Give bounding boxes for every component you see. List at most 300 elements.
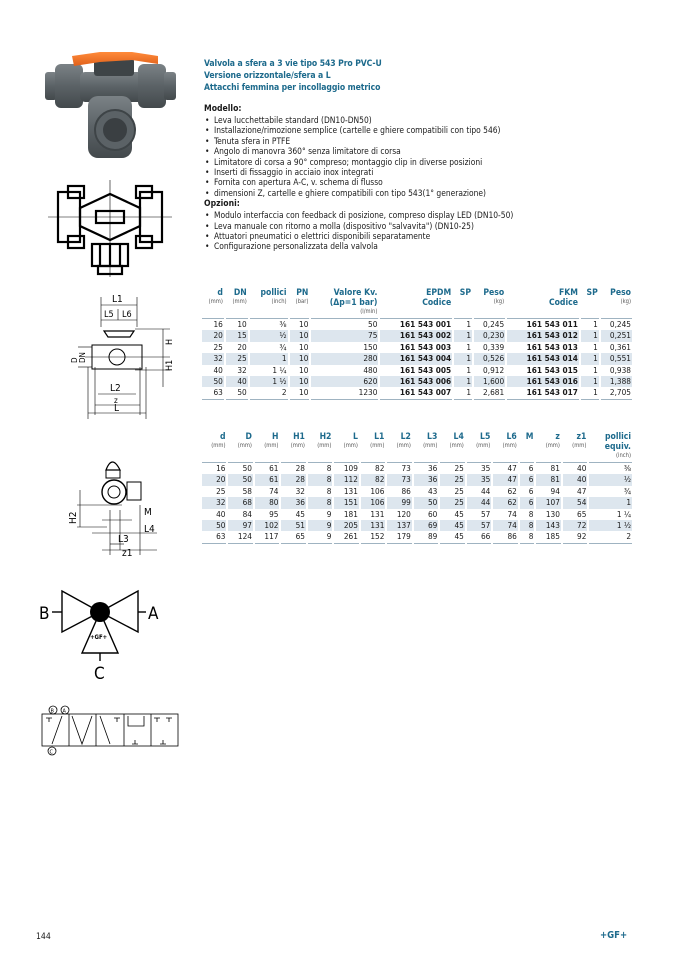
- table-cell: 57: [480, 508, 491, 519]
- table-cell: 45: [295, 508, 305, 519]
- table-cell: 74: [493, 520, 517, 531]
- column-header: [281, 432, 305, 463]
- dim-label-z1: z1: [122, 548, 133, 559]
- table-cell: 81: [536, 474, 560, 485]
- table-cell: 1: [589, 497, 632, 508]
- header-unit: (kg): [620, 299, 631, 305]
- header-label: L3: [427, 432, 438, 442]
- header-label: Peso: [483, 288, 505, 298]
- header-label: L6: [506, 432, 517, 442]
- table-row: [202, 486, 632, 497]
- table-cell: 28: [295, 463, 305, 473]
- table-cell: 57: [467, 520, 491, 531]
- table-cell: 47: [577, 485, 587, 496]
- table-cell: 181: [343, 508, 358, 519]
- table-cell: 1: [581, 376, 599, 387]
- table-cell: 1: [581, 330, 599, 341]
- table-cell: 152: [361, 531, 385, 543]
- table-cell: 36: [414, 474, 438, 485]
- table-cell: 161 543 007: [380, 387, 452, 399]
- table-cell: 6: [520, 497, 535, 508]
- table-cell: 161 543 006: [380, 376, 452, 387]
- column-header: [493, 432, 517, 463]
- table-cell: 25: [213, 341, 223, 352]
- table-cell: 1 ½: [250, 376, 288, 387]
- table-cell: 10: [290, 353, 310, 364]
- table-cell: 50: [242, 463, 252, 473]
- table-cell: ⅜: [279, 319, 287, 329]
- table-cell: 0,339: [483, 341, 505, 352]
- table-row: [202, 509, 632, 520]
- table-cell: 15: [226, 330, 248, 341]
- header-unit: (bar): [295, 299, 309, 305]
- header-label: z: [555, 432, 560, 442]
- dim-label-DN: DN: [78, 352, 87, 363]
- table-cell: 1: [581, 353, 599, 364]
- model-list: [204, 115, 644, 198]
- table-cell: 94: [550, 485, 560, 496]
- table-cell: 10: [299, 364, 309, 375]
- column-header: [589, 432, 632, 463]
- column-header: [334, 432, 358, 463]
- table-cell: 161 543 015: [526, 364, 578, 375]
- table-cell: 25: [440, 474, 464, 485]
- table-cell: 50: [226, 387, 248, 399]
- table-cell: 74: [507, 508, 517, 519]
- column-header: [308, 432, 332, 463]
- table-cell: 9: [308, 520, 332, 531]
- header-unit: (mm): [545, 443, 560, 449]
- header-label: L5: [480, 432, 491, 442]
- table-cell: 185: [536, 531, 560, 543]
- column-header: [520, 432, 535, 463]
- header-label-2: Codice: [422, 298, 452, 308]
- header-unit: (mm): [449, 443, 464, 449]
- list-item: • Fornita con apertura A-C, v. schema di flusso: [204, 177, 644, 187]
- table-cell: 161 543 005: [399, 364, 452, 375]
- table-cell: 9: [308, 531, 332, 543]
- table-cell: 179: [387, 531, 411, 543]
- table-cell: 50: [368, 319, 378, 329]
- table-row: [202, 520, 632, 531]
- list-item: • Tenuta sfera in PTFE: [204, 136, 644, 146]
- header-unit: (mm): [232, 299, 247, 305]
- header-label: L: [352, 432, 358, 442]
- header-unit: (mm): [211, 443, 226, 449]
- table-cell: 1: [250, 353, 288, 364]
- table-cell: ½: [250, 330, 288, 341]
- features-section: [204, 103, 644, 252]
- schema-port-A: A: [62, 708, 66, 715]
- table-cell: 32: [237, 364, 247, 375]
- header-label: L2: [400, 432, 411, 442]
- table-cell: 40: [563, 474, 587, 485]
- table-cell: 1: [454, 376, 472, 387]
- table-cell: 8: [520, 531, 535, 543]
- table-cell: 8: [326, 463, 332, 473]
- header-unit: (mm): [237, 443, 252, 449]
- header-label: pollici: [604, 432, 631, 442]
- table-cell: 280: [311, 353, 378, 364]
- dimensions-table: [200, 432, 634, 544]
- table-cell: 72: [563, 520, 587, 531]
- table-cell: 109: [343, 463, 358, 473]
- column-header: [581, 288, 599, 319]
- header-label: L1: [374, 432, 385, 442]
- table-cell: 8: [326, 485, 332, 496]
- column-header: [467, 432, 491, 463]
- table-cell: 50: [228, 474, 252, 485]
- gf-logo-mark: +GF+: [90, 634, 108, 641]
- table-cell: 61: [269, 463, 279, 473]
- column-header: [202, 432, 226, 463]
- gf-logo: +GF+: [600, 930, 628, 941]
- table-cell: 8: [308, 474, 332, 485]
- flow-symbol: [38, 585, 168, 685]
- table-cell: 161 543 001: [399, 319, 452, 329]
- table-cell: 161 543 011: [526, 319, 578, 329]
- table-row: [202, 463, 632, 474]
- list-item: • Inserti di fissaggio in acciaio inox integrati: [204, 167, 644, 177]
- table-cell: 45: [440, 520, 464, 531]
- table-cell: 25: [454, 485, 464, 496]
- table-row: [202, 531, 632, 543]
- table-cell: 620: [311, 376, 378, 387]
- table-cell: 1230: [311, 387, 378, 399]
- table-cell: 161 543 004: [380, 353, 452, 364]
- table-cell: 86: [493, 531, 517, 543]
- table-cell: 36: [427, 463, 438, 473]
- header-label: L4: [453, 432, 464, 442]
- table-cell: 150: [363, 341, 378, 352]
- table-cell: 81: [550, 463, 560, 473]
- table-cell: 161 543 016: [507, 376, 579, 387]
- table-cell: 6: [528, 485, 534, 496]
- dimension-drawing-front: [70, 287, 200, 422]
- header-unit: (mm): [423, 443, 438, 449]
- title-line: Versione orizzontale/sfera a L: [204, 71, 331, 81]
- product-title: [204, 58, 382, 94]
- table-cell: 45: [454, 508, 464, 519]
- table-cell: 32: [295, 485, 305, 496]
- column-header: [202, 288, 224, 319]
- table-cell: 10: [299, 319, 309, 329]
- header-unit: (mm): [264, 443, 279, 449]
- table-cell: 35: [480, 463, 491, 473]
- table-cell: 84: [242, 508, 252, 519]
- table-cell: 10: [237, 319, 247, 329]
- table-cell: 1: [466, 341, 472, 352]
- table-cell: 80: [255, 497, 279, 508]
- table-cell: 131: [370, 508, 385, 519]
- table-row: [202, 376, 632, 387]
- header-unit: (mm): [396, 443, 411, 449]
- dim-label-L4: L4: [144, 524, 155, 535]
- table-cell: 1: [454, 387, 472, 399]
- column-header: [387, 432, 411, 463]
- list-item: • Attuatori pneumatici o elettrici disponibili separatamente: [204, 231, 644, 241]
- column-header: [414, 432, 438, 463]
- column-header: [290, 288, 310, 319]
- dimension-drawing-side: [62, 450, 192, 570]
- table-cell: 63: [202, 387, 224, 399]
- table-cell: 117: [255, 531, 279, 543]
- dim-label-H2: H2: [68, 511, 79, 524]
- header-label: DN: [233, 288, 247, 298]
- table-cell: 35: [467, 474, 491, 485]
- list-item: • Leva lucchettabile standard (DN10-DN50): [204, 115, 644, 125]
- table-cell: 106: [361, 497, 385, 508]
- table-cell: 69: [414, 520, 438, 531]
- table-cell: 47: [493, 474, 517, 485]
- table-cell: 8: [520, 520, 535, 531]
- table-cell: 161 543 014: [507, 353, 579, 364]
- list-item: • Configurazione personalizzata della valvola: [204, 241, 644, 251]
- table-row: [202, 342, 632, 353]
- table-cell: 89: [414, 531, 438, 543]
- dim-label-L3: L3: [118, 534, 129, 545]
- table-row: [202, 365, 632, 376]
- table-cell: 161 543 013: [526, 341, 578, 352]
- table-cell: 2,681: [474, 387, 505, 399]
- table-cell: 40: [213, 364, 223, 375]
- table-cell: 130: [545, 508, 560, 519]
- column-header: [601, 288, 632, 319]
- header-unit: (mm): [502, 443, 517, 449]
- header-unit: (mm): [343, 443, 358, 449]
- table-cell: 2,705: [601, 387, 632, 399]
- header-label: Valore Kv.: [333, 288, 378, 298]
- table-cell: 28: [281, 474, 305, 485]
- table-cell: 44: [480, 485, 491, 496]
- schema-port-B: B: [50, 708, 54, 715]
- table-cell: 1 ¼: [272, 364, 287, 375]
- table-cell: ¾: [279, 341, 287, 352]
- table-cell: 137: [387, 520, 411, 531]
- table-cell: 45: [440, 531, 464, 543]
- table-cell: 75: [311, 330, 378, 341]
- table-cell: 32: [202, 497, 226, 508]
- table-cell: 1: [466, 319, 472, 329]
- table-cell: 151: [334, 497, 358, 508]
- table-cell: 20: [237, 341, 247, 352]
- cross-section-drawing: [40, 178, 200, 278]
- header-label: SP: [459, 288, 472, 298]
- table-cell: 1: [581, 387, 599, 399]
- table-cell: 25: [226, 353, 248, 364]
- header-label-2: Codice: [548, 298, 578, 308]
- table-cell: 50: [414, 497, 438, 508]
- list-item: • Installazione/rimozione semplice (cartelle e ghiere compatibili con tipo 546): [204, 125, 644, 135]
- header-unit: (kg): [493, 299, 505, 305]
- table-cell: 54: [563, 497, 587, 508]
- port-label-B: B: [39, 604, 50, 624]
- table-cell: 143: [536, 520, 560, 531]
- table-cell: 1: [454, 330, 472, 341]
- column-header: [474, 288, 505, 319]
- table-cell: 73: [387, 474, 411, 485]
- port-label-A: A: [148, 604, 159, 624]
- header-label-2: equiv.: [604, 442, 631, 452]
- table-cell: 10: [299, 341, 309, 352]
- table-cell: 86: [401, 485, 411, 496]
- table-cell: 0,912: [483, 364, 505, 375]
- header-label: z1: [576, 432, 587, 442]
- header-unit: (mm): [208, 299, 223, 305]
- model-heading: Modello:: [204, 104, 242, 114]
- list-item: • Angolo di manovra 360° senza limitatore di corsa: [204, 146, 644, 156]
- header-label: H1: [293, 432, 305, 442]
- table-cell: 0,245: [609, 319, 631, 329]
- table-cell: 161 543 003: [399, 341, 452, 352]
- table-cell: 106: [370, 485, 385, 496]
- table-cell: 0,938: [609, 364, 631, 375]
- table-cell: 0,230: [474, 330, 505, 341]
- table-cell: 63: [202, 531, 226, 543]
- table-cell: 62: [507, 485, 517, 496]
- table-cell: 102: [255, 520, 279, 531]
- table-cell: 82: [375, 463, 385, 473]
- table-cell: 92: [563, 531, 587, 543]
- table-cell: 65: [577, 508, 587, 519]
- table-cell: 8: [308, 497, 332, 508]
- table-cell: 6: [528, 463, 534, 473]
- table-cell: 36: [281, 497, 305, 508]
- valve-photo: [40, 50, 200, 170]
- table-cell: 20: [202, 474, 226, 485]
- table-cell: 65: [281, 531, 305, 543]
- dim-label-L6: L6: [122, 310, 132, 320]
- table-cell: 82: [361, 474, 385, 485]
- column-header: [440, 432, 464, 463]
- list-item: • Leva manuale con ritorno a molla (dispositivo "salvavita") (DN10-25): [204, 221, 644, 231]
- schema-port-C: C: [49, 749, 53, 756]
- table-cell: 10: [290, 387, 310, 399]
- header-label: EPDM: [426, 288, 452, 298]
- column-header: [228, 432, 252, 463]
- column-header: [311, 288, 378, 319]
- header-unit: (mm): [370, 443, 385, 449]
- table-row: [202, 330, 632, 341]
- table-cell: 1 ¼: [616, 508, 631, 519]
- table-cell: 50: [202, 520, 226, 531]
- header-unit: (mm): [572, 443, 587, 449]
- table-cell: 1: [466, 364, 472, 375]
- table-cell: 74: [269, 485, 279, 496]
- table-cell: 99: [387, 497, 411, 508]
- table-cell: 131: [361, 520, 385, 531]
- column-header: [507, 288, 579, 319]
- table-cell: 2: [589, 531, 632, 543]
- table-cell: 0,526: [474, 353, 505, 364]
- table-cell: 40: [216, 508, 226, 519]
- header-label: H2: [319, 432, 332, 442]
- column-header: [255, 432, 279, 463]
- table-cell: 66: [467, 531, 491, 543]
- table-cell: 20: [202, 330, 224, 341]
- table-cell: 1: [593, 364, 598, 375]
- dim-label-L2: L2: [110, 383, 121, 394]
- table-cell: 124: [228, 531, 252, 543]
- table-cell: 61: [255, 474, 279, 485]
- port-label-C: C: [94, 664, 105, 684]
- table-cell: 16: [216, 463, 226, 473]
- header-label: D: [245, 432, 252, 442]
- column-header: [380, 288, 452, 319]
- table-cell: 1,600: [474, 376, 505, 387]
- list-item: • Modulo interfaccia con feedback di posizione, compreso display LED (DN10-50): [204, 210, 644, 220]
- dim-label-H1: H1: [165, 359, 175, 371]
- column-header: [226, 288, 248, 319]
- table-cell: 261: [334, 531, 358, 543]
- table-cell: 97: [228, 520, 252, 531]
- table-cell: 62: [493, 497, 517, 508]
- options-heading: Opzioni:: [204, 199, 240, 210]
- table-cell: 6: [520, 474, 535, 485]
- table-cell: 43: [427, 485, 438, 496]
- table-cell: 8: [528, 508, 534, 519]
- header-label-2: (Δp=1 bar): [329, 298, 378, 308]
- table-cell: 131: [343, 485, 358, 496]
- table-cell: 10: [290, 330, 310, 341]
- table-cell: 205: [334, 520, 358, 531]
- dim-label-L1: L1: [112, 294, 123, 305]
- table-cell: 1: [593, 319, 598, 329]
- table-cell: 25: [216, 485, 226, 496]
- table-cell: 73: [401, 463, 411, 473]
- header-label: d: [217, 288, 223, 298]
- header-label: Peso: [610, 288, 631, 298]
- table-row: [202, 387, 632, 399]
- table-cell: 58: [242, 485, 252, 496]
- dim-label-D: D: [70, 357, 79, 363]
- flow-schema: [40, 704, 185, 764]
- table-cell: ⅜: [623, 463, 631, 473]
- table-cell: 1 ½: [589, 520, 632, 531]
- table-cell: 0,251: [601, 330, 632, 341]
- table-row: [202, 319, 632, 330]
- table-cell: ½: [589, 474, 632, 485]
- table-cell: 60: [427, 508, 438, 519]
- table-cell: 32: [202, 353, 224, 364]
- table-cell: 0,245: [483, 319, 505, 329]
- header-label: SP: [586, 288, 598, 298]
- table-cell: 2: [250, 387, 288, 399]
- table-cell: 50: [202, 376, 224, 387]
- header-unit: (l/min): [360, 309, 378, 315]
- title-line: Attacchi femmina per incollaggio metrico: [204, 83, 381, 93]
- dim-label-H: H: [165, 338, 175, 345]
- table-cell: 16: [213, 319, 223, 329]
- table-cell: 10: [290, 376, 310, 387]
- table-cell: 1: [454, 353, 472, 364]
- table-cell: 40: [577, 463, 587, 473]
- dim-label-M: M: [144, 507, 152, 518]
- title-line: Valvola a sfera a 3 vie tipo 543 Pro PVC-U: [204, 59, 382, 69]
- header-label: d: [219, 432, 226, 442]
- column-header: [361, 432, 385, 463]
- header-label: PN: [296, 288, 309, 298]
- header-label: M: [525, 432, 534, 442]
- table-cell: 95: [269, 508, 279, 519]
- table-row: [202, 474, 632, 485]
- header-unit: (inch): [271, 299, 287, 305]
- options-list: [204, 210, 644, 252]
- header-label: FKM: [558, 288, 578, 298]
- table-row: [202, 353, 632, 364]
- table-cell: 1: [593, 341, 598, 352]
- table-cell: 9: [326, 508, 332, 519]
